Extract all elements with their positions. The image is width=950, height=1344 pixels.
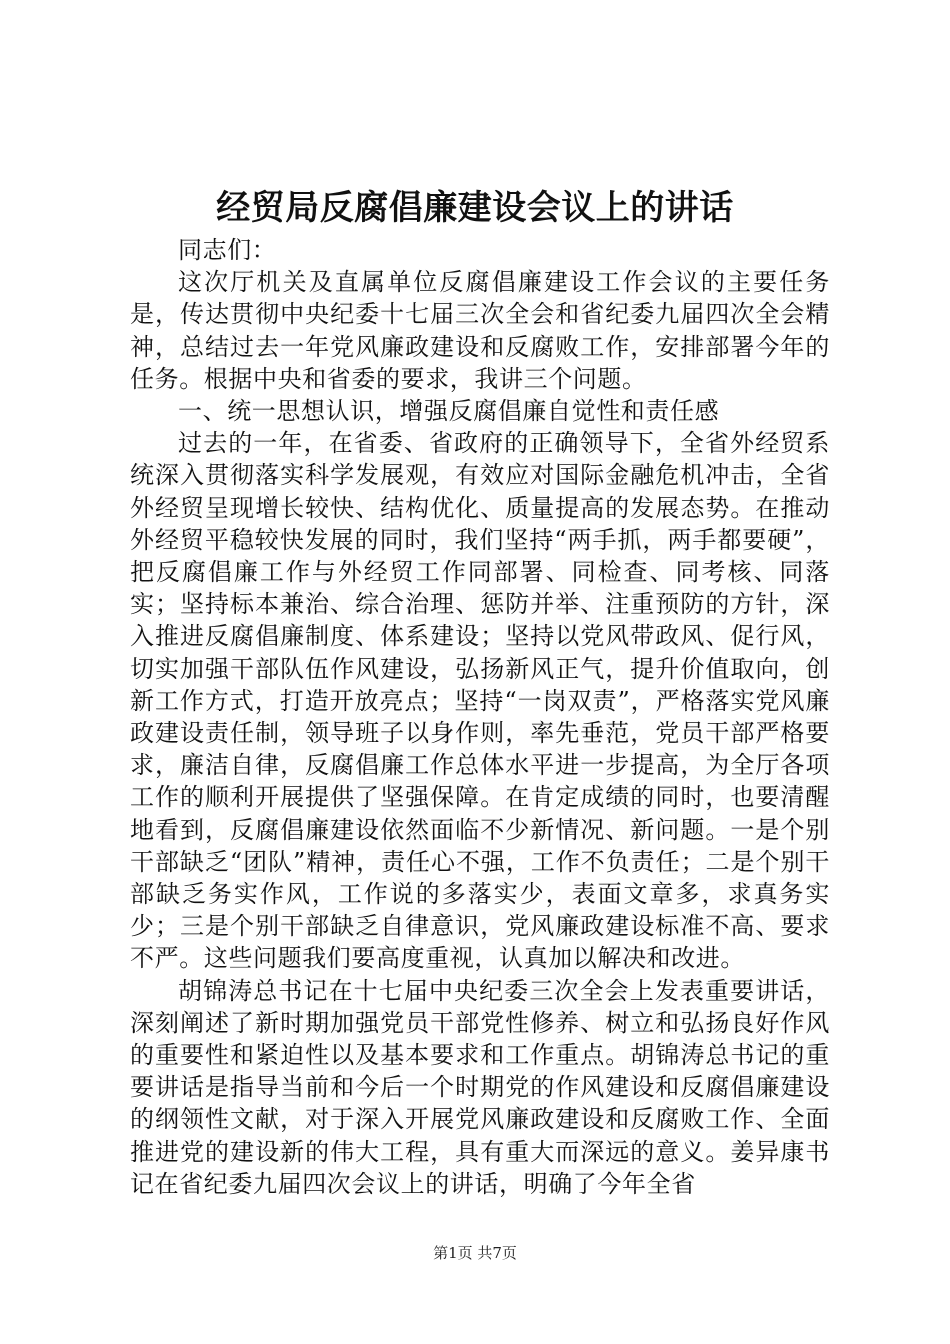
document-title: 经贸局反腐倡廉建设会议上的讲话 — [216, 188, 734, 228]
body-paragraph: 胡锦涛总书记在十七届中央纪委三次全会上发表重要讲话，深刻阐述了新时期加强党员干部党性修养、树立和弘扬良好作风的重要性和紧迫性以及基本要求和工作重点。胡锦涛总书记的重要讲话是指导当前和今后一个时期党的作风建设和反腐倡廉建设的纲领性文献，对于深入开展党风廉政建设和反腐败工作、全面推进党的建设新的伟大工程，具有重大而深远的意义。姜异康书记在省纪委九届四次会议上的讲话，明确了今年全省 — [130, 976, 830, 1198]
section-heading: 一、统一思想认识，增强反腐倡廉自觉性和责任感 — [178, 397, 720, 426]
salutation-paragraph: 同志们： — [178, 236, 277, 264]
document-body — [130, 234, 830, 1200]
body-paragraph: 过去的一年，在省委、省政府的正确领导下，全省外经贸系统深入贯彻落实科学发展观，有效应对国际金融危机冲击，全省外经贸呈现增长较快、结构优化、质量提高的发展态势。在推动外经贸平稳较快发展的同时，我们坚持“两手抓，两手都要硬”，把反腐倡廉工作与外经贸工作同部署、同检查、同考核、同落实；坚持标本兼治、综合治理、惩防并举、注重预防的方针，深入推进反腐倡廉制度、体系建设；坚持以党风带政风、促行风，切实加强干部队伍作风建设，弘扬新风正气，提升价值取向，创新工作方式，打造开放亮点；坚持“一岗双责”，严格落实党风廉政建设责任制，领导班子以身作则，率先垂范，党员干部严格要求，廉洁自律，反腐倡廉工作总体水平进一步提高，为全厅各项工作的顺利开展提供了坚强保障。在肯定成绩的同时，也要清醒地看到，反腐倡廉建设依然面临不少新情况、新问题。一是个别干部缺乏“团队”精神，责任心不强，工作不负责任；二是个别干部缺乏务实作风，工作说的多落实少，表面文章多，求真务实少；三是个别干部缺乏自律意识，党风廉政建设标准不高、要求不严。这些问题我们要高度重视，认真加以解决和改进。 — [130, 429, 830, 973]
page-number-footer: 第1页 共7页 — [433, 1244, 517, 1262]
intro-paragraph: 这次厅机关及直属单位反腐倡廉建设工作会议的主要任务是，传达贯彻中央纪委十七届三次全会和省纪委九届四次全会精神，总结过去一年党风廉政建设和反腐败工作，安排部署今年的任务。根据中央和省委的要求，我讲三个问题。 — [130, 268, 830, 393]
